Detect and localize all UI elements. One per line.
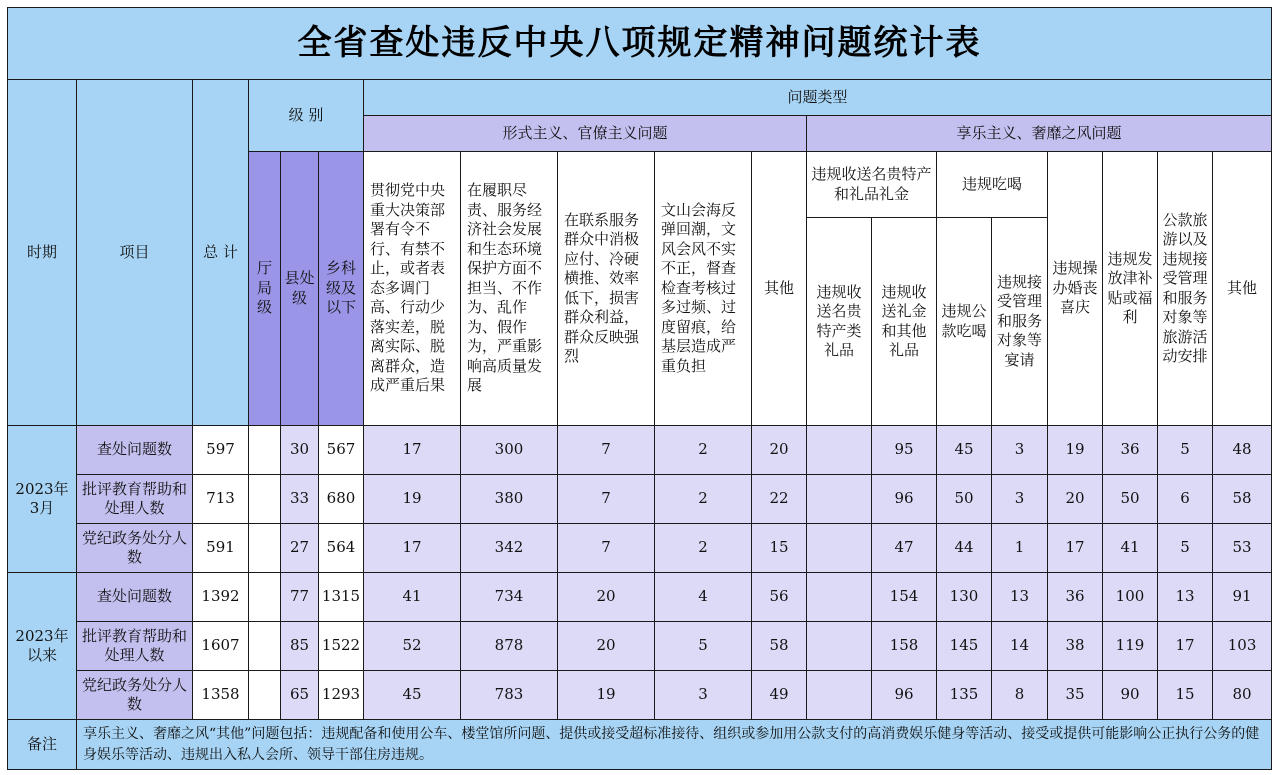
header-formalism-3: 在联系服务群众中消极应付、冷硬横推、效率低下，损害群众利益，群众反映强烈 — [558, 152, 655, 426]
cell-s: 36 — [1103, 426, 1158, 475]
period-cell: 2023年以来 — [8, 573, 77, 720]
cell-xian: 85 — [281, 622, 319, 671]
header-gift-2: 违规收送礼金和其他礼品 — [872, 218, 937, 426]
header-total: 总 计 — [193, 80, 249, 426]
cell-f4: 3 — [655, 671, 752, 720]
cell-total: 713 — [193, 475, 249, 524]
cell-f5: 56 — [752, 573, 807, 622]
cell-o: 53 — [1213, 524, 1272, 573]
cell-f4: 2 — [655, 426, 752, 475]
header-wedding: 违规操办婚丧喜庆 — [1048, 152, 1103, 426]
header-formalism-4: 文山会海反弹回潮，文风会风不实不正，督查检查考核过多过频、过度留痕，给基层造成严重负担 — [655, 152, 752, 426]
cell-ting — [249, 671, 281, 720]
cell-total: 1392 — [193, 573, 249, 622]
cell-f5: 22 — [752, 475, 807, 524]
cell-e2: 8 — [992, 671, 1048, 720]
row-item-label: 党纪政务处分人数 — [77, 524, 193, 573]
cell-g1 — [807, 475, 872, 524]
cell-t: 5 — [1158, 426, 1213, 475]
row-item-label: 批评教育帮助和处理人数 — [77, 475, 193, 524]
row-item-label: 查处问题数 — [77, 426, 193, 475]
cell-xian: 27 — [281, 524, 319, 573]
cell-o: 80 — [1213, 671, 1272, 720]
cell-g2: 158 — [872, 622, 937, 671]
note-text: 享乐主义、奢靡之风“其他”问题包括：违规配备和使用公车、楼堂馆所问题、提供或接受超标准接待、组织或参加用公款支付的高消费娱乐健身等活动、接受或提供可能影响公正执行公务的健身娱乐等活动、违规出入私人会所、领导干部住房违规。 — [77, 720, 1272, 770]
cell-f1: 41 — [364, 573, 461, 622]
cell-e1: 50 — [937, 475, 992, 524]
cell-f4: 2 — [655, 475, 752, 524]
header-eat-2: 违规接受管理和服务对象等宴请 — [992, 218, 1048, 426]
cell-e2: 1 — [992, 524, 1048, 573]
note-label: 备注 — [8, 720, 77, 770]
cell-e1: 44 — [937, 524, 992, 573]
cell-g2: 47 — [872, 524, 937, 573]
table-title: 全省查处违反中央八项规定精神问题统计表 — [8, 8, 1272, 80]
cell-f3: 7 — [558, 524, 655, 573]
header-eat-1: 违规公款吃喝 — [937, 218, 992, 426]
cell-s: 50 — [1103, 475, 1158, 524]
header-eat-group: 违规吃喝 — [937, 152, 1048, 218]
cell-f1: 19 — [364, 475, 461, 524]
cell-e2: 14 — [992, 622, 1048, 671]
cell-f2: 380 — [461, 475, 558, 524]
cell-f4: 4 — [655, 573, 752, 622]
cell-total: 591 — [193, 524, 249, 573]
cell-g1 — [807, 622, 872, 671]
cell-xiang: 567 — [319, 426, 364, 475]
cell-f3: 7 — [558, 475, 655, 524]
header-formalism-2: 在履职尽责、服务经济社会发展和生态环境保护方面不担当、不作为、乱作为、假作为，严重影响高质量发展 — [461, 152, 558, 426]
cell-xian: 77 — [281, 573, 319, 622]
cell-s: 90 — [1103, 671, 1158, 720]
cell-e1: 130 — [937, 573, 992, 622]
row-item-label: 批评教育帮助和处理人数 — [77, 622, 193, 671]
cell-e2: 3 — [992, 475, 1048, 524]
header-level-xiang: 乡科级及以下 — [319, 152, 364, 426]
cell-f2: 783 — [461, 671, 558, 720]
statistics-table-container — [7, 7, 1271, 766]
cell-total: 1358 — [193, 671, 249, 720]
cell-xiang: 564 — [319, 524, 364, 573]
cell-total: 597 — [193, 426, 249, 475]
cell-t: 15 — [1158, 671, 1213, 720]
cell-xiang: 1315 — [319, 573, 364, 622]
cell-f2: 734 — [461, 573, 558, 622]
cell-o: 91 — [1213, 573, 1272, 622]
header-gift-1: 违规收送名贵特产类礼品 — [807, 218, 872, 426]
header-travel: 公款旅游以及违规接受管理和服务对象等旅游活动安排 — [1158, 152, 1213, 426]
cell-f3: 7 — [558, 426, 655, 475]
cell-ting — [249, 475, 281, 524]
cell-ting — [249, 426, 281, 475]
cell-f3: 19 — [558, 671, 655, 720]
cell-xian: 33 — [281, 475, 319, 524]
cell-t: 5 — [1158, 524, 1213, 573]
cell-f5: 58 — [752, 622, 807, 671]
cell-w: 20 — [1048, 475, 1103, 524]
cell-w: 35 — [1048, 671, 1103, 720]
header-group-formalism: 形式主义、官僚主义问题 — [364, 116, 807, 152]
cell-e2: 3 — [992, 426, 1048, 475]
cell-w: 38 — [1048, 622, 1103, 671]
header-group-hedonism: 享乐主义、奢靡之风问题 — [807, 116, 1272, 152]
cell-xiang: 1522 — [319, 622, 364, 671]
cell-xian: 30 — [281, 426, 319, 475]
cell-s: 100 — [1103, 573, 1158, 622]
statistics-table — [7, 7, 1272, 770]
cell-f4: 2 — [655, 524, 752, 573]
period-cell: 2023年3月 — [8, 426, 77, 573]
cell-s: 119 — [1103, 622, 1158, 671]
cell-t: 13 — [1158, 573, 1213, 622]
header-hedonism-other: 其他 — [1213, 152, 1272, 426]
cell-o: 58 — [1213, 475, 1272, 524]
cell-o: 48 — [1213, 426, 1272, 475]
cell-g1 — [807, 671, 872, 720]
cell-f5: 15 — [752, 524, 807, 573]
row-item-label: 党纪政务处分人数 — [77, 671, 193, 720]
cell-f3: 20 — [558, 622, 655, 671]
cell-e1: 135 — [937, 671, 992, 720]
cell-t: 17 — [1158, 622, 1213, 671]
cell-o: 103 — [1213, 622, 1272, 671]
cell-s: 41 — [1103, 524, 1158, 573]
cell-t: 6 — [1158, 475, 1213, 524]
cell-g2: 95 — [872, 426, 937, 475]
cell-f2: 878 — [461, 622, 558, 671]
cell-f5: 49 — [752, 671, 807, 720]
cell-ting — [249, 622, 281, 671]
header-level-ting: 厅局级 — [249, 152, 281, 426]
cell-e2: 13 — [992, 573, 1048, 622]
cell-g2: 96 — [872, 475, 937, 524]
header-level: 级 别 — [249, 80, 364, 152]
cell-f2: 342 — [461, 524, 558, 573]
cell-total: 1607 — [193, 622, 249, 671]
cell-g1 — [807, 426, 872, 475]
cell-w: 36 — [1048, 573, 1103, 622]
header-level-xian: 县处级 — [281, 152, 319, 426]
cell-f1: 17 — [364, 426, 461, 475]
header-problem-type: 问题类型 — [364, 80, 1272, 116]
cell-g1 — [807, 524, 872, 573]
cell-xian: 65 — [281, 671, 319, 720]
cell-f3: 20 — [558, 573, 655, 622]
header-formalism-other: 其他 — [752, 152, 807, 426]
cell-w: 19 — [1048, 426, 1103, 475]
cell-g1 — [807, 573, 872, 622]
cell-xiang: 680 — [319, 475, 364, 524]
cell-f2: 300 — [461, 426, 558, 475]
cell-e1: 145 — [937, 622, 992, 671]
cell-g2: 154 — [872, 573, 937, 622]
cell-xiang: 1293 — [319, 671, 364, 720]
cell-w: 17 — [1048, 524, 1103, 573]
header-gift-group: 违规收送名贵特产和礼品礼金 — [807, 152, 937, 218]
cell-f4: 5 — [655, 622, 752, 671]
cell-f1: 17 — [364, 524, 461, 573]
cell-f1: 45 — [364, 671, 461, 720]
header-item: 项目 — [77, 80, 193, 426]
cell-f5: 20 — [752, 426, 807, 475]
cell-g2: 96 — [872, 671, 937, 720]
header-period: 时期 — [8, 80, 77, 426]
row-item-label: 查处问题数 — [77, 573, 193, 622]
cell-ting — [249, 524, 281, 573]
header-formalism-1: 贯彻党中央重大决策部署有令不行、有禁不止，或者表态多调门高、行动少落实差，脱离实际、脱离群众，造成严重后果 — [364, 152, 461, 426]
cell-ting — [249, 573, 281, 622]
header-subsidy: 违规发放津补贴或福利 — [1103, 152, 1158, 426]
cell-f1: 52 — [364, 622, 461, 671]
cell-e1: 45 — [937, 426, 992, 475]
